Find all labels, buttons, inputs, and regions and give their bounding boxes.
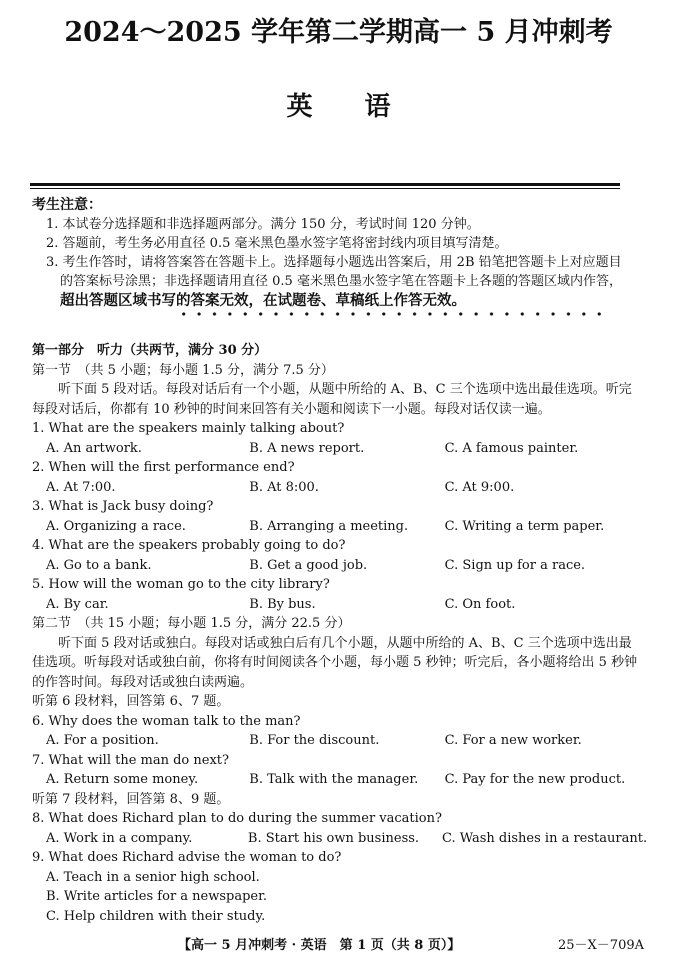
- question-8-options: [32, 829, 648, 849]
- option-b: B. A news report.: [249, 440, 365, 456]
- footer-page-info: 【高一 5 月冲刺考 · 英语 第 1 页（共 8 页）】: [178, 938, 461, 953]
- listening-section: [32, 341, 648, 926]
- section2-instructions: 听下面 5 段对话或独白。每段对话或独白后有几个小题，从题中所给的 A、B、C 三个选项中选出最佳选项。听每段对话或独白前，你将有时间阅读各个小题，每小题 5 秒钟；听完后，各小题将给出 5 秒钟的作答时间。每段对话或独白读两遍。: [32, 635, 638, 690]
- option-b: B. By bus.: [249, 596, 316, 612]
- option-a: A. Work in a company.: [46, 830, 193, 846]
- option-a: A. Go to a bank.: [46, 557, 152, 573]
- option-b: B. Start his own business.: [247, 830, 420, 846]
- option-c: C. Wash dishes in a restaurant.: [442, 830, 648, 846]
- option-c: C. For a new worker.: [444, 733, 582, 748]
- question-7-options: [32, 770, 642, 790]
- option-c: C. Pay for the new product.: [444, 772, 626, 787]
- question-7-stem: 7. What will the man do next?: [32, 752, 229, 768]
- option-b: B. Write articles for a newspaper.: [46, 889, 268, 904]
- option-c: C. At 9:00.: [444, 479, 515, 495]
- option-a: A. At 7:00.: [46, 479, 116, 495]
- notice-heading: 考生注意：: [32, 197, 102, 213]
- section2-heading: 第二节 （共 15 小题；每小题 1.5 分，满分 22.5 分）: [32, 616, 351, 631]
- option-a: A. By car.: [46, 596, 109, 612]
- subject-title: 英语: [286, 92, 443, 122]
- exam-title: 2024～2025 学年第二学期高一 5 月冲刺考: [64, 17, 613, 48]
- option-b: B. Arranging a meeting.: [249, 518, 409, 534]
- question-5-stem: 5. How will the woman go to the city library?: [32, 577, 330, 592]
- question-9-stem: 9. What does Richard advise the woman to do?: [32, 850, 342, 865]
- question-3-stem: 3. What is Jack busy doing?: [32, 499, 214, 514]
- question-3-options: [32, 517, 642, 537]
- section1-instructions: 听下面 5 段对话。每段对话后有一个小题，从题中所给的 A、B、C 三个选项中选出最佳选项。听完每段对话后，你都有 10 秒钟的时间来回答有关小题和阅读下一小题。每段对话仅读一遍。: [32, 382, 632, 417]
- option-a: A. An artwork.: [46, 440, 142, 456]
- notice-item-1: 1. 本试卷分选择题和非选择题两部分。满分 150 分，考试时间 120 分钟。: [46, 217, 480, 232]
- part1-heading: 第一部分 听力（共两节，满分 30 分）: [32, 343, 268, 358]
- question-1-stem: 1. What are the speakers mainly talking about?: [32, 421, 345, 436]
- option-c: C. Writing a term paper.: [444, 518, 605, 534]
- option-a: A. Organizing a race.: [46, 518, 186, 534]
- question-6-options: [32, 731, 642, 751]
- notice-item-3-emphasis: 超出答题区域书写的答案无效，在试题卷、草稿纸上作答无效。: [60, 292, 466, 309]
- notice-item-3: [32, 253, 630, 311]
- question-2-options: [32, 478, 642, 498]
- option-b: B. At 8:00.: [249, 479, 319, 495]
- divider-thick: [30, 183, 620, 186]
- material-7-note: 听第 7 段材料，回答第 8、9 题。: [32, 791, 230, 807]
- question-5-options: [32, 595, 642, 615]
- exam-notice: [32, 196, 630, 311]
- question-2-stem: 2. When will the first performance end?: [32, 460, 295, 475]
- option-a: A. Return some money.: [46, 772, 199, 787]
- question-1-options: [32, 439, 642, 459]
- footer-exam-code: 25－X－709A: [558, 938, 644, 953]
- option-b: B. Talk with the manager.: [249, 772, 419, 787]
- question-4-options: [32, 556, 642, 576]
- section1-heading: 第一节 （共 5 小题；每小题 1.5 分，满分 7.5 分）: [32, 362, 334, 378]
- emphasis-dots: [176, 311, 608, 317]
- option-b: B. Get a good job.: [249, 557, 368, 573]
- option-b: B. For the discount.: [249, 733, 380, 748]
- option-c: C. Help children with their study.: [46, 908, 266, 924]
- option-c: C. Sign up for a race.: [444, 557, 586, 573]
- option-a: A. For a position.: [46, 733, 159, 748]
- option-c: C. On foot.: [444, 596, 516, 612]
- notice-item-2: 2. 答题前，考生务必用直径 0.5 毫米黑色墨水签字笔将密封线内项目填写清楚。: [46, 236, 508, 251]
- option-c: C. A famous painter.: [444, 440, 579, 456]
- question-8-stem: 8. What does Richard plan to do during the summer vacation?: [32, 811, 442, 826]
- notice-item-3-text: 3. 考生作答时，请将答案答在答题卡上。选择题每小题选出答案后，用 2B 铅笔把答题卡上对应题目的答案标号涂黑；非选择题请用直径 0.5 毫米黑色墨水签字笔在答题卡上各题的答题区域内作答，: [46, 255, 622, 289]
- question-6-stem: 6. Why does the woman talk to the man?: [32, 713, 301, 729]
- divider-thin: [30, 188, 620, 189]
- option-a: A. Teach in a senior high school.: [46, 869, 260, 885]
- material-6-note: 听第 6 段材料，回答第 6、7 题。: [32, 694, 230, 709]
- question-4-stem: 4. What are the speakers probably going to do?: [32, 538, 346, 553]
